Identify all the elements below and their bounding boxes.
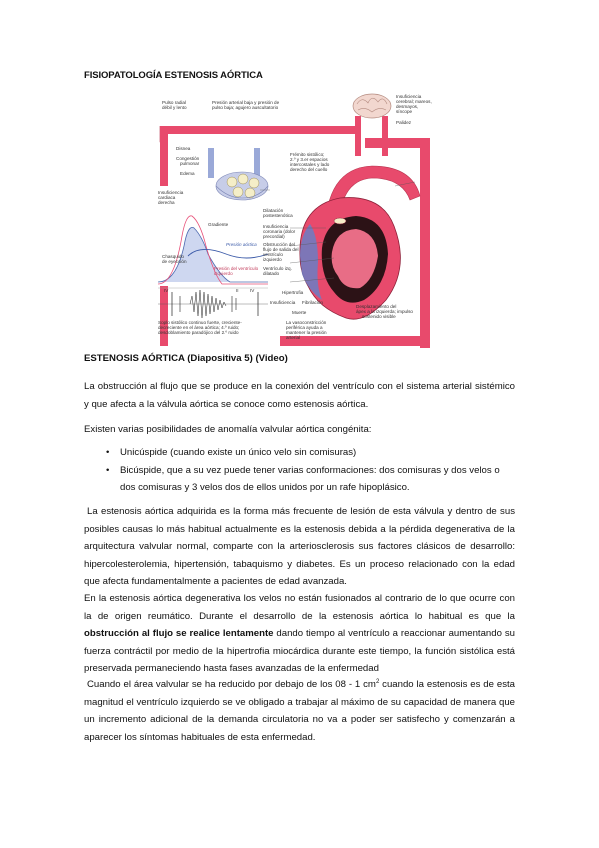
svg-text:dilatado: dilatado bbox=[263, 271, 280, 276]
bullet-icon: • bbox=[106, 447, 110, 458]
lower-vessel bbox=[280, 336, 430, 346]
label-insuficiencia-cardiaca: Insuficiencia bbox=[158, 190, 184, 195]
label-vasoconstriccion: La vasoconstricción bbox=[286, 320, 327, 325]
label-gradiente: Gradiente bbox=[208, 222, 229, 227]
svg-text:postestenótica: postestenótica bbox=[263, 213, 293, 218]
label-obstruccion: Obstrucción del bbox=[263, 242, 295, 247]
label-chasquido: Chasquido bbox=[162, 254, 184, 259]
aortic-stenosis-figure bbox=[150, 86, 450, 354]
label-ventriculo: Ventrículo izq. bbox=[263, 266, 292, 271]
svg-text:decreciente en el área aórtica: decreciente en el área aórtica; 4.º ruido; bbox=[158, 325, 240, 330]
label-presion-arterial: Presión arterial baja y presión de bbox=[212, 100, 280, 105]
svg-text:débil y lento: débil y lento bbox=[162, 105, 187, 110]
paragraph-valve-area: Cuando el área valvular se ha reducido por debajo de los 08 - 1 $cm^2$ cuando la estenosis es de esta magnitud el ventrículo izquierdo se ve obligado a trabajar al máximo de su capacidad de manera que un incremento adicional de la demanda circulatoria no va a poder ser satisfecho y comenzarán a aparecer los síntomas habituales de esta enfermedad. bbox=[84, 678, 515, 743]
svg-text:derecho del cuello: derecho del cuello bbox=[290, 167, 328, 172]
svg-text:desmayos,: desmayos, bbox=[396, 104, 419, 109]
list-item: • Unicúspide (cuando existe un único velo sin comisuras) bbox=[84, 444, 515, 462]
lung-cluster-icon bbox=[216, 172, 268, 200]
label-muerte: Muerte bbox=[292, 310, 307, 315]
label-iv-2: IV bbox=[250, 288, 255, 293]
descending-vessel bbox=[420, 138, 430, 348]
label-dilatacion: Dilatación bbox=[263, 208, 284, 213]
label-presion-aortica: Presión aórtica bbox=[226, 242, 257, 247]
svg-text:síncope: síncope bbox=[396, 109, 413, 114]
svg-text:mantener la presión: mantener la presión bbox=[286, 330, 327, 335]
svg-text:2.º y 3.er espacios: 2.º y 3.er espacios bbox=[290, 157, 328, 162]
label-iv-1: IV bbox=[164, 288, 169, 293]
svg-text:intercostales y lado: intercostales y lado bbox=[290, 162, 330, 167]
heart-icon bbox=[300, 166, 420, 319]
svg-text:cerebral; mareos,: cerebral; mareos, bbox=[396, 99, 432, 104]
svg-text:desdoblamiento paradójico del: desdoblamiento paradójico del 2.º ruido bbox=[158, 330, 239, 335]
svg-text:flujo de salida del: flujo de salida del bbox=[263, 247, 299, 252]
left-upper-vessel bbox=[160, 126, 168, 186]
label-palidez: Palidez bbox=[396, 120, 412, 125]
svg-text:izquierdo: izquierdo bbox=[263, 257, 282, 262]
label-presion-ventriculo: Presión del ventrículo bbox=[214, 266, 259, 271]
svg-text:cardiaca: cardiaca bbox=[158, 195, 176, 200]
label-insuficiencia-coronaria: Insuficiencia bbox=[263, 224, 289, 229]
svg-text:coronaria (dolor: coronaria (dolor bbox=[263, 229, 296, 234]
svg-text:sostenido visible: sostenido visible bbox=[362, 314, 396, 319]
paragraph-definition: La obstrucción al flujo que se produce en la conexión del ventrículo con el sistema arterial sistémico y que afecta a la válvula aórtica se conoce como estenosis aórtica. bbox=[84, 381, 515, 410]
section-title: ESTENOSIS AÓRTICA (Diapositiva 5) (Video) bbox=[84, 353, 288, 364]
paragraph-degenerative-stenosis: En la estenosis aórtica degenerativa los velos no están fusionados al contrario de lo que ocurre con la de origen reumático. Durante el desarrollo de la estenosis aórtica lo habitual es que la obstrucción al flujo se realice lentamente dando tiempo al ventrículo a reaccionar aumentando su fuerza contráctil por medio de la hipertrofia miocárdica durante este tiempo, la función sistólica está preservada permaneciendo hasta fases avanzadas de la enfermedad bbox=[84, 593, 515, 674]
bullet-icon: • bbox=[106, 464, 110, 476]
svg-text:ventrículo: ventrículo bbox=[263, 252, 283, 257]
paragraph-congenital-intro: Existen varias posibilidades de anomalía valvular aórtica congénita: bbox=[84, 424, 372, 435]
physiopathology-illustration bbox=[150, 86, 450, 354]
label-soplo: Soplo sistólico continuo fuerte, creciente- bbox=[158, 320, 242, 325]
label-hipertrofia: Hipertrofia bbox=[282, 290, 304, 295]
label-insuficiencia: Insuficiencia bbox=[270, 300, 296, 305]
label-edema: Edema bbox=[180, 171, 195, 176]
label-desplazamiento: Desplazamiento del bbox=[356, 304, 397, 309]
paragraph-acquired-stenosis: La estenosis aórtica adquirida es la forma más frecuente de lesión de esta válvula y dentro de sus posibles causas lo más habitual actualmente es la estenosis debida a la pérdida degenerativa de la arquitectura valvular normal, comparte con la arteriosclerosis sus factores clásicos de desarrollo: hipercolesterolemia, hipertensión, tabaquismo y diabetes. Es un proceso relacionado con la edad que afecta fundamentalmente a pacientes de edad avanzada. bbox=[84, 506, 515, 587]
svg-text:periférica ayuda a: periférica ayuda a bbox=[286, 325, 323, 330]
congenital-anomaly-list bbox=[84, 444, 515, 497]
svg-text:pulso baja; agujero auscultato: pulso baja; agujero auscultatorio bbox=[212, 105, 279, 110]
phonocardiogram bbox=[158, 290, 268, 318]
svg-text:ápex a la izquierda; impulso: ápex a la izquierda; impulso bbox=[356, 309, 413, 314]
pulmonary-vessel bbox=[208, 148, 214, 178]
emphasis-text: obstrucción al flujo se realice lentamente bbox=[84, 628, 274, 639]
label-insuficiencia-cerebral: Insuficiencia bbox=[396, 94, 422, 99]
brain-icon bbox=[353, 94, 391, 118]
svg-text:izquierdo: izquierdo bbox=[214, 271, 233, 276]
svg-text:arterial: arterial bbox=[286, 335, 301, 340]
list-item: • Bicúspide, que a su vez puede tener varias conformaciones: dos comisuras y dos velos o dos comisuras y 3 velos dos de ellos unidos por un rafe hipoplásico. bbox=[84, 462, 515, 497]
svg-text:pulmonar: pulmonar bbox=[180, 161, 200, 166]
label-pulso-radial: Pulso radial bbox=[162, 100, 187, 105]
label-ii: II bbox=[236, 288, 239, 293]
svg-text:precordial): precordial) bbox=[263, 234, 285, 239]
label-disnea: Disnea bbox=[176, 146, 191, 151]
svg-text:de eyección: de eyección bbox=[162, 259, 187, 264]
svg-text:derecha: derecha bbox=[158, 200, 175, 205]
page-title: FISIOPATOLOGÍA ESTENOSIS AÓRTICA bbox=[84, 70, 263, 81]
label-fibrilacion: Fibrilación bbox=[302, 300, 323, 305]
label-congestion: Congestión bbox=[176, 156, 200, 161]
label-fremito: Frémito sistólico; bbox=[290, 152, 325, 157]
